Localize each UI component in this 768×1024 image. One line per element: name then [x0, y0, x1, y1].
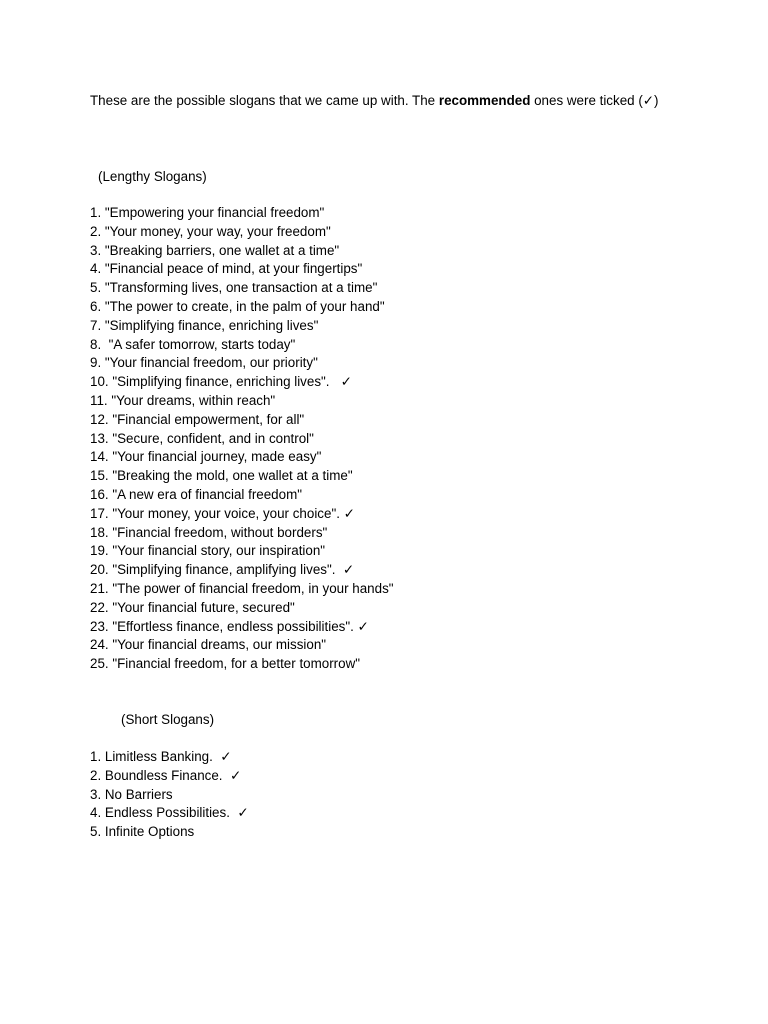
intro-before: These are the possible slogans that we came up with. The	[90, 93, 439, 108]
list-item: 16. "A new era of financial freedom"	[90, 486, 302, 502]
list-item: 10. "Simplifying finance, enriching lives". ✓	[90, 374, 352, 390]
list-item: 25. "Financial freedom, for a better tomorrow"	[90, 656, 360, 672]
list-item: 19. "Your financial story, our inspiration"	[90, 543, 326, 559]
list-item: 14. "Your financial journey, made easy"	[90, 449, 322, 465]
list-item: 5. "Transforming lives, one transaction at a time"	[90, 280, 378, 296]
short-slogans-list	[90, 748, 249, 842]
intro-text	[90, 92, 658, 110]
lengthy-slogans-heading: (Lengthy Slogans)	[98, 169, 207, 184]
list-item: 15. "Breaking the mold, one wallet at a time"	[90, 468, 353, 484]
intro-bold-recommended: recommended	[438, 93, 531, 108]
short-slogans-heading: (Short Slogans)	[121, 712, 215, 727]
list-item: 17. "Your money, your voice, your choice". ✓	[90, 505, 355, 521]
list-item: 18. "Financial freedom, without borders"	[90, 524, 328, 540]
list-item: 2. Boundless Finance. ✓	[90, 767, 242, 783]
intro-after: ones were ticked (✓)	[530, 93, 659, 108]
list-item: 4. "Financial peace of mind, at your fingertips"	[90, 261, 363, 277]
list-item: 5. Infinite Options	[90, 824, 195, 840]
list-item: 12. "Financial empowerment, for all"	[90, 411, 305, 427]
list-item: 3. "Breaking barriers, one wallet at a time"	[90, 242, 340, 258]
list-item: 24. "Your financial dreams, our mission"	[90, 637, 327, 653]
list-item: 22. "Your financial future, secured"	[90, 599, 295, 615]
list-item: 2. "Your money, your way, your freedom"	[90, 223, 331, 239]
list-item: 8. "A safer tomorrow, starts today"	[90, 336, 296, 352]
list-item: 11. "Your dreams, within reach"	[90, 392, 276, 408]
list-item: 20. "Simplifying finance, amplifying lives". ✓	[90, 562, 355, 578]
list-item: 7. "Simplifying finance, enriching lives"	[90, 317, 319, 333]
list-item: 3. No Barriers	[90, 786, 173, 802]
list-item: 21. "The power of financial freedom, in your hands"	[90, 580, 394, 596]
list-item: 1. Limitless Banking. ✓	[90, 749, 232, 764]
list-item: 4. Endless Possibilities. ✓	[90, 805, 249, 821]
list-item: 1. "Empowering your financial freedom"	[90, 205, 325, 220]
list-item: 23. "Effortless finance, endless possibilities". ✓	[90, 618, 369, 634]
list-item: 6. "The power to create, in the palm of your hand"	[90, 298, 385, 314]
lengthy-slogans-list	[90, 204, 394, 674]
list-item: 13. "Secure, confident, and in control"	[90, 430, 314, 446]
list-item: 9. "Your financial freedom, our priority"	[90, 355, 318, 371]
